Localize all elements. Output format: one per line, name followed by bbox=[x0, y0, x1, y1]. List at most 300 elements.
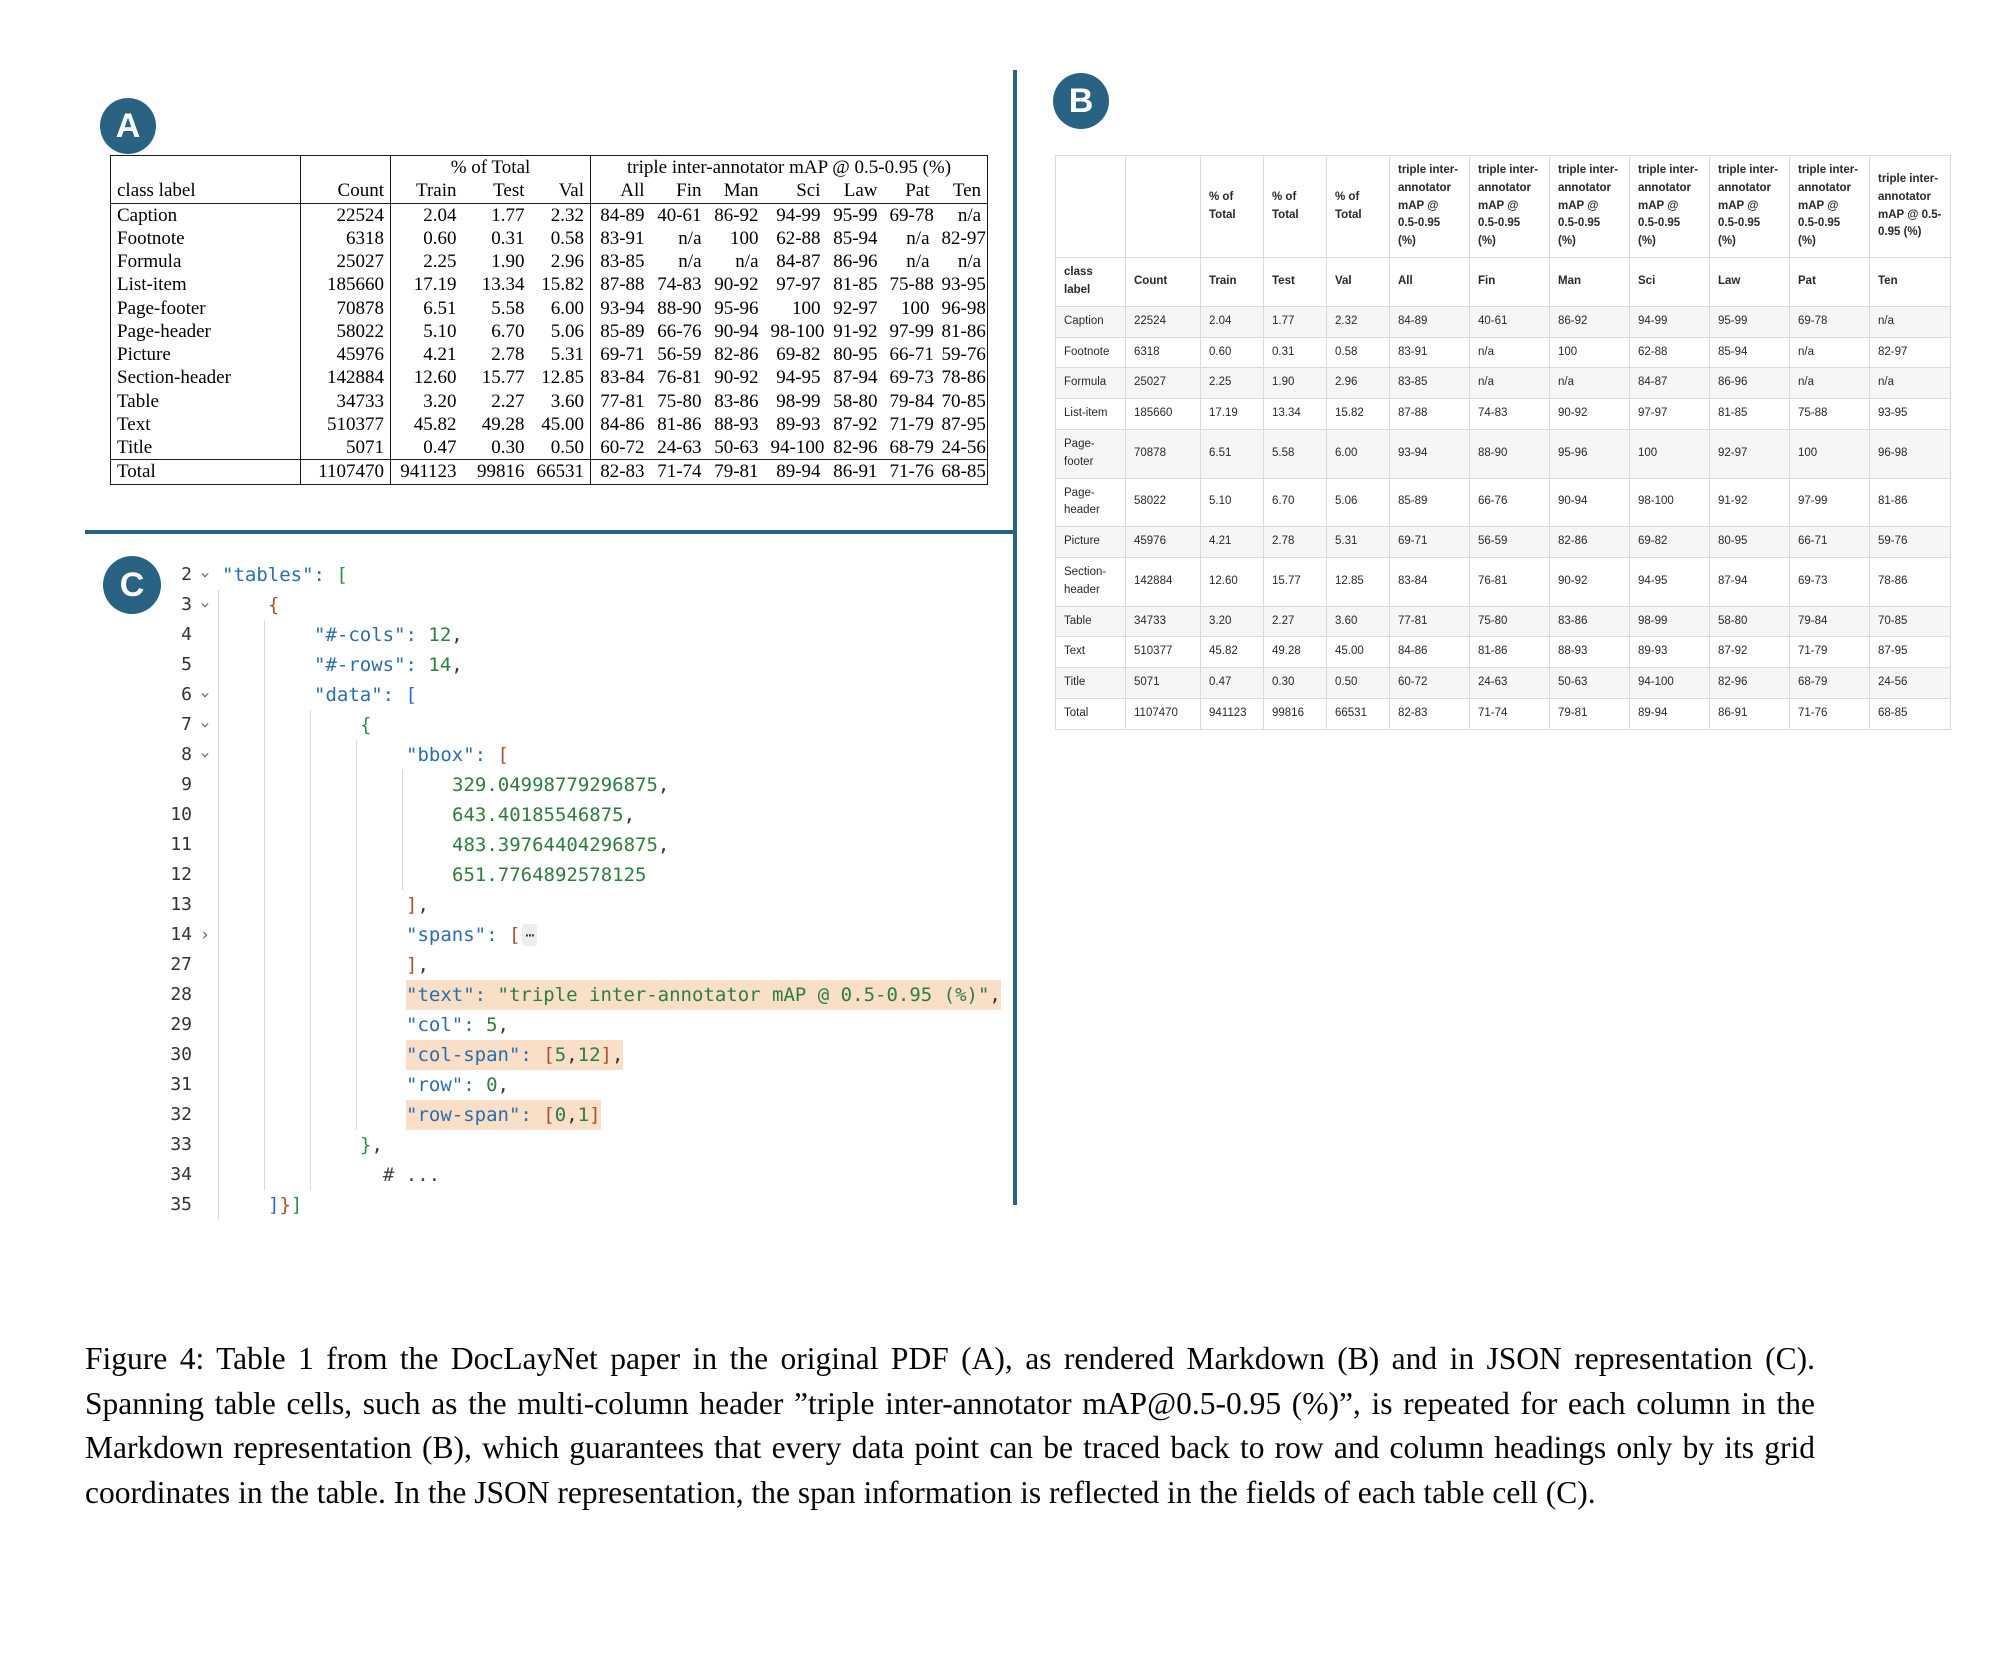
table-row bbox=[111, 203, 988, 227]
code-token: ] bbox=[290, 1194, 303, 1216]
table-cell: 82-96 bbox=[1710, 668, 1790, 699]
table-cell: 87-95 bbox=[1870, 637, 1951, 668]
code-line-content bbox=[452, 800, 635, 830]
table-cell: 24-56 bbox=[941, 437, 986, 459]
table-cell: 6.70 bbox=[491, 320, 525, 342]
column-header: Ten bbox=[1870, 258, 1951, 307]
table-cell: 5.10 bbox=[1201, 478, 1264, 527]
table-b-header-row-1 bbox=[1056, 156, 1951, 258]
table-cell: 71-79 bbox=[889, 413, 934, 435]
table-cell: 24-56 bbox=[1870, 668, 1951, 699]
table-cell: 1.90 bbox=[1264, 368, 1327, 399]
table-cell: 93-95 bbox=[1870, 399, 1951, 430]
column-group-header: % of Total bbox=[391, 156, 591, 180]
column-group-header bbox=[301, 156, 391, 180]
code-token: , bbox=[989, 980, 1000, 1010]
table-cell: 75-88 bbox=[1790, 399, 1870, 430]
code-token: 483.39764404296875 bbox=[452, 834, 658, 856]
table-cell: 68-79 bbox=[889, 437, 934, 459]
code-line bbox=[140, 560, 1020, 590]
column-header bbox=[1126, 156, 1201, 258]
indent-guide bbox=[310, 830, 356, 860]
table-cell: 60-72 bbox=[600, 437, 645, 459]
table-cell: 92-97 bbox=[1710, 429, 1790, 478]
column-header: triple inter-annotator mAP @ 0.5-0.95 (%) bbox=[1790, 156, 1870, 258]
table-cell: 69-78 bbox=[1790, 306, 1870, 337]
indent-guide bbox=[218, 650, 264, 680]
table-cell: 95-96 bbox=[714, 297, 759, 319]
code-token: [ bbox=[543, 1040, 554, 1070]
indent-guide bbox=[264, 830, 310, 860]
table-cell: 17.19 bbox=[413, 274, 457, 296]
line-number: 30 bbox=[170, 1044, 192, 1065]
indent-guide bbox=[310, 800, 356, 830]
code-line-content bbox=[360, 1130, 383, 1160]
fold-gutter bbox=[192, 650, 218, 680]
table-cell: Footnote bbox=[111, 227, 301, 250]
indent-guide bbox=[218, 950, 264, 980]
table-cell: Total bbox=[111, 460, 301, 484]
table-cell: 93-94 bbox=[1390, 429, 1470, 478]
table-cell: 12.60 bbox=[1201, 558, 1264, 607]
column-header: Law bbox=[827, 179, 884, 203]
fold-expanded-chevron-icon[interactable]: › bbox=[195, 689, 215, 701]
table-cell: 3.60 bbox=[531, 390, 591, 413]
indent-guide bbox=[356, 740, 402, 770]
table-cell: 79-84 bbox=[889, 390, 934, 412]
column-header: triple inter-annotator mAP @ 0.5-0.95 (%) bbox=[1470, 156, 1550, 258]
code-token: { bbox=[360, 714, 372, 736]
column-group-header: triple inter-annotator mAP @ 0.5-0.95 (%) bbox=[627, 157, 952, 178]
table-cell: n/a bbox=[906, 227, 930, 249]
code-line-content bbox=[222, 560, 348, 590]
table-row bbox=[1056, 478, 1951, 527]
table-cell: n/a bbox=[678, 227, 702, 249]
table-cell: List-item bbox=[1056, 399, 1126, 430]
code-line-content bbox=[452, 830, 669, 860]
indent-guide bbox=[310, 950, 356, 980]
indent-guide bbox=[310, 860, 356, 890]
table-cell: 74-83 bbox=[657, 274, 702, 296]
table-cell: 88-93 bbox=[1550, 637, 1630, 668]
table-cell: 12.85 bbox=[531, 366, 591, 389]
code-token: 1 bbox=[578, 1100, 589, 1130]
indent-guide bbox=[310, 920, 356, 950]
table-cell: 74-83 bbox=[1470, 399, 1550, 430]
table-cell: 87-88 bbox=[1390, 399, 1470, 430]
indent-guide bbox=[356, 1100, 402, 1130]
indent-guide bbox=[218, 770, 264, 800]
column-header: triple inter-annotator mAP @ 0.5-0.95 (%) bbox=[1710, 156, 1790, 258]
table-cell: 49.28 bbox=[481, 413, 525, 435]
code-token: , bbox=[657, 834, 670, 856]
code-token: "#-cols": bbox=[314, 624, 429, 646]
code-token: "text": bbox=[406, 980, 498, 1010]
table-cell: 6.00 bbox=[1327, 429, 1390, 478]
table-cell: 6318 bbox=[301, 227, 391, 250]
indent-guide bbox=[218, 920, 264, 950]
table-cell: Title bbox=[1056, 668, 1126, 699]
code-line bbox=[140, 800, 1020, 830]
table-cell: 87-95 bbox=[941, 413, 986, 435]
column-header bbox=[1056, 156, 1126, 258]
table-cell: 941123 bbox=[1201, 699, 1264, 730]
column-group-header bbox=[111, 156, 301, 180]
table-row bbox=[111, 366, 988, 389]
table-cell: 15.77 bbox=[481, 367, 525, 389]
code-line-content bbox=[406, 740, 509, 770]
table-cell: 90-92 bbox=[1550, 558, 1630, 607]
table-cell: 82-97 bbox=[941, 227, 986, 249]
table-cell: 85-89 bbox=[600, 320, 645, 342]
table-cell: Page-footer bbox=[1056, 429, 1126, 478]
table-cell: 93-95 bbox=[941, 274, 986, 296]
table-cell: 2.96 bbox=[1327, 368, 1390, 399]
table-cell: 100 bbox=[1790, 429, 1870, 478]
table-cell: Page-header bbox=[111, 320, 301, 343]
fold-gutter bbox=[192, 1160, 218, 1190]
code-token: 5 bbox=[486, 1014, 498, 1036]
column-header: Sci bbox=[1630, 258, 1710, 307]
code-token: , bbox=[657, 774, 670, 796]
column-header: Count bbox=[301, 179, 391, 203]
table-cell: 5.10 bbox=[423, 320, 457, 342]
table-cell: 34733 bbox=[1126, 606, 1201, 637]
markdown-table bbox=[1055, 155, 1951, 730]
table-cell: 88-93 bbox=[714, 413, 759, 435]
code-token: 12 bbox=[428, 624, 452, 646]
table-cell: 0.58 bbox=[1327, 337, 1390, 368]
table-cell: 70-85 bbox=[1870, 606, 1951, 637]
table-cell: 86-92 bbox=[1550, 306, 1630, 337]
table-cell: 81-85 bbox=[1710, 399, 1790, 430]
code-token: , bbox=[417, 954, 429, 976]
table-cell: 77-81 bbox=[1390, 606, 1470, 637]
line-number: 2 bbox=[181, 564, 192, 585]
fold-gutter bbox=[192, 1010, 218, 1040]
code-line bbox=[140, 620, 1020, 650]
table-cell: 100 bbox=[1550, 337, 1630, 368]
indent-guide bbox=[356, 770, 402, 800]
table-cell: 84-89 bbox=[1390, 306, 1470, 337]
code-token: , bbox=[417, 894, 429, 916]
line-number: 4 bbox=[181, 624, 192, 645]
table-cell: 0.60 bbox=[1201, 337, 1264, 368]
table-cell: 88-90 bbox=[657, 297, 702, 319]
table-cell: 99816 bbox=[463, 460, 531, 484]
table-row bbox=[1056, 399, 1951, 430]
fold-gutter bbox=[192, 620, 218, 650]
table-cell: 70-85 bbox=[941, 390, 986, 412]
line-number: 34 bbox=[170, 1164, 192, 1185]
indent-guide bbox=[218, 1130, 264, 1160]
table-cell: 83-84 bbox=[1390, 558, 1470, 607]
code-line bbox=[140, 1160, 1020, 1190]
code-token: ] bbox=[268, 1194, 280, 1216]
table-row bbox=[1056, 527, 1951, 558]
code-line bbox=[140, 1070, 1020, 1100]
indent-guide bbox=[356, 1070, 402, 1100]
table-cell: 2.32 bbox=[531, 203, 591, 227]
column-header: triple inter-annotator mAP @ 0.5-0.95 (%) bbox=[1870, 156, 1951, 258]
line-number: 7 bbox=[181, 714, 192, 735]
column-header: Man bbox=[708, 179, 765, 203]
table-cell: 78-86 bbox=[941, 367, 986, 389]
table-cell: 81-85 bbox=[833, 274, 878, 296]
code-line-content bbox=[314, 680, 417, 710]
table-cell: 13.34 bbox=[1264, 399, 1327, 430]
table-cell: 91-92 bbox=[1710, 478, 1790, 527]
indent-guide bbox=[310, 1100, 356, 1130]
code-line bbox=[140, 1100, 1020, 1130]
table-cell: 70878 bbox=[1126, 429, 1201, 478]
code-line-content bbox=[452, 860, 646, 890]
table-cell: 5071 bbox=[1126, 668, 1201, 699]
table-cell: 22524 bbox=[1126, 306, 1201, 337]
table-cell: 87-88 bbox=[600, 274, 645, 296]
table-cell: 86-91 bbox=[1710, 699, 1790, 730]
code-line-content bbox=[406, 980, 1001, 1010]
line-number: 33 bbox=[170, 1134, 192, 1155]
code-token: # ... bbox=[360, 1164, 441, 1186]
table-row bbox=[111, 273, 988, 296]
table-cell: 59-76 bbox=[1870, 527, 1951, 558]
fold-gutter bbox=[192, 1130, 218, 1160]
table-cell: 97-99 bbox=[889, 320, 934, 342]
column-header: Ten bbox=[936, 179, 988, 203]
table-cell: 90-94 bbox=[1550, 478, 1630, 527]
table-cell: 100 bbox=[901, 297, 930, 319]
table-cell: 98-99 bbox=[776, 390, 821, 412]
table-cell: 83-86 bbox=[714, 390, 759, 412]
table-cell: 58022 bbox=[1126, 478, 1201, 527]
line-number: 28 bbox=[170, 984, 192, 1005]
table-cell: 45.00 bbox=[531, 413, 591, 436]
table-cell: 50-63 bbox=[1550, 668, 1630, 699]
table-row bbox=[111, 390, 988, 413]
table-cell: 90-92 bbox=[714, 274, 759, 296]
table-cell: n/a bbox=[1790, 337, 1870, 368]
indent-guide bbox=[218, 1040, 264, 1070]
code-token: 12 bbox=[578, 1040, 601, 1070]
fold-gutter bbox=[192, 950, 218, 980]
table-cell: n/a bbox=[1870, 306, 1951, 337]
table-cell: 71-74 bbox=[651, 460, 708, 484]
code-line bbox=[140, 1010, 1020, 1040]
table-cell: 94-99 bbox=[776, 204, 821, 226]
code-token: "triple inter-annotator mAP @ 0.5-0.95 (%)" bbox=[498, 980, 990, 1010]
table-cell: 510377 bbox=[1126, 637, 1201, 668]
table-cell: 82-86 bbox=[714, 344, 759, 366]
column-header: % of Total bbox=[1327, 156, 1390, 258]
table-cell: 58-80 bbox=[833, 390, 878, 412]
column-header: All bbox=[591, 179, 651, 203]
code-token: , bbox=[451, 624, 463, 646]
indent-guide bbox=[402, 830, 448, 860]
table-cell: 66-71 bbox=[889, 344, 934, 366]
column-header: % of Total bbox=[1201, 156, 1264, 258]
table-cell: 96-98 bbox=[941, 297, 986, 319]
code-token: } bbox=[279, 1194, 291, 1216]
table-cell: 6.70 bbox=[1264, 478, 1327, 527]
fold-gutter bbox=[192, 800, 218, 830]
table-cell: 66-76 bbox=[657, 320, 702, 342]
fold-collapsed-chevron-icon[interactable]: › bbox=[199, 925, 211, 945]
table-cell: 83-91 bbox=[600, 227, 645, 249]
table-cell: n/a bbox=[1870, 368, 1951, 399]
code-line bbox=[140, 680, 1020, 710]
line-number: 29 bbox=[170, 1014, 192, 1035]
line-number: 10 bbox=[170, 804, 192, 825]
table-cell: 6.00 bbox=[531, 297, 591, 320]
table-cell: 97-97 bbox=[1630, 399, 1710, 430]
table-cell: 82-86 bbox=[1550, 527, 1630, 558]
table-cell: 25027 bbox=[1126, 368, 1201, 399]
code-line bbox=[140, 650, 1020, 680]
indent-guide bbox=[402, 800, 448, 830]
indent-guide bbox=[218, 980, 264, 1010]
line-number: 31 bbox=[170, 1074, 192, 1095]
column-header: All bbox=[1390, 258, 1470, 307]
table-row bbox=[1056, 306, 1951, 337]
fold-gutter bbox=[192, 770, 218, 800]
table-cell: 98-100 bbox=[1630, 478, 1710, 527]
panel-b-badge: B bbox=[1053, 73, 1109, 129]
table-cell: 76-81 bbox=[1470, 558, 1550, 607]
indent-guide bbox=[218, 800, 264, 830]
code-line bbox=[140, 950, 1020, 980]
table-cell: 87-94 bbox=[1710, 558, 1790, 607]
table-cell: Picture bbox=[1056, 527, 1126, 558]
code-line-content bbox=[406, 1040, 623, 1070]
fold-expanded-chevron-icon[interactable]: › bbox=[195, 719, 215, 731]
table-cell: 69-73 bbox=[1790, 558, 1870, 607]
table-cell: Text bbox=[111, 413, 301, 436]
table-cell: 0.31 bbox=[491, 227, 525, 249]
table-cell: 0.50 bbox=[1327, 668, 1390, 699]
table-cell: 80-95 bbox=[1710, 527, 1790, 558]
code-line-content bbox=[314, 620, 463, 650]
code-token: "spans": bbox=[406, 924, 509, 946]
table-cell: Page-header bbox=[1056, 478, 1126, 527]
indent-guide bbox=[218, 830, 264, 860]
indent-guide bbox=[218, 680, 264, 710]
table-cell: 66-76 bbox=[1470, 478, 1550, 527]
table-cell: 89-94 bbox=[1630, 699, 1710, 730]
table-cell: 50-63 bbox=[714, 437, 759, 459]
code-line bbox=[140, 710, 1020, 740]
table-cell: 94-95 bbox=[1630, 558, 1710, 607]
panel-c-badge: C bbox=[103, 556, 161, 614]
indent-guide bbox=[264, 950, 310, 980]
table-cell: 0.50 bbox=[531, 436, 591, 460]
table-cell: 89-93 bbox=[776, 413, 821, 435]
indent-guide bbox=[218, 620, 264, 650]
indent-guide bbox=[264, 980, 310, 1010]
indent-guide bbox=[264, 680, 310, 710]
indent-guide bbox=[356, 980, 402, 1010]
table-cell: 62-88 bbox=[1630, 337, 1710, 368]
code-line bbox=[140, 890, 1020, 920]
table-cell: 1.77 bbox=[491, 204, 525, 226]
indent-guide bbox=[264, 1010, 310, 1040]
column-header: triple inter-annotator mAP @ 0.5-0.95 (%) bbox=[1390, 156, 1470, 258]
code-line-content bbox=[406, 950, 429, 980]
line-number: 14 bbox=[170, 924, 192, 945]
table-cell: 24-63 bbox=[1470, 668, 1550, 699]
table-cell: 83-86 bbox=[1550, 606, 1630, 637]
code-token: , bbox=[623, 804, 636, 826]
table-cell: 82-96 bbox=[833, 437, 878, 459]
indent-guide bbox=[310, 890, 356, 920]
table-cell: 87-92 bbox=[833, 413, 878, 435]
code-token: [ bbox=[405, 684, 417, 706]
code-token: , bbox=[451, 654, 463, 676]
fold-gutter bbox=[192, 860, 218, 890]
table-cell: 59-76 bbox=[941, 344, 986, 366]
code-token: , bbox=[497, 1014, 509, 1036]
table-cell: 84-87 bbox=[1630, 368, 1710, 399]
table-cell: 68-79 bbox=[1790, 668, 1870, 699]
indent-guide bbox=[218, 710, 264, 740]
indent-guide bbox=[218, 1160, 264, 1190]
fold-expanded-chevron-icon[interactable]: › bbox=[195, 599, 215, 611]
fold-gutter bbox=[192, 890, 218, 920]
line-number: 11 bbox=[170, 834, 192, 855]
fold-expanded-chevron-icon[interactable]: › bbox=[195, 569, 215, 581]
fold-gutter bbox=[192, 830, 218, 860]
indent-guide bbox=[218, 860, 264, 890]
table-row bbox=[111, 320, 988, 343]
code-token: , bbox=[566, 1100, 577, 1130]
column-header: Fin bbox=[651, 179, 708, 203]
table-cell: 79-81 bbox=[1550, 699, 1630, 730]
table-cell: 45.00 bbox=[1327, 637, 1390, 668]
table-cell: Formula bbox=[1056, 368, 1126, 399]
indent-guide bbox=[218, 1070, 264, 1100]
table-cell: 81-86 bbox=[1870, 478, 1951, 527]
fold-gutter bbox=[192, 1190, 218, 1220]
table-cell: Caption bbox=[111, 203, 301, 227]
table-cell: 185660 bbox=[301, 273, 391, 296]
code-token: "row-span": bbox=[406, 1100, 543, 1130]
code-line bbox=[140, 770, 1020, 800]
table-cell: 84-89 bbox=[600, 204, 645, 226]
column-header: Man bbox=[1550, 258, 1630, 307]
column-header: Fin bbox=[1470, 258, 1550, 307]
code-line-content bbox=[314, 650, 463, 680]
table-cell: 6.51 bbox=[423, 297, 457, 319]
table-cell: Section-header bbox=[111, 366, 301, 389]
table-cell: 15.82 bbox=[531, 273, 591, 296]
column-header: Sci bbox=[765, 179, 827, 203]
table-cell: Title bbox=[111, 436, 301, 460]
fold-expanded-chevron-icon[interactable]: › bbox=[195, 749, 215, 761]
indent-guide bbox=[264, 620, 310, 650]
table-cell: 25027 bbox=[301, 250, 391, 273]
table-cell: 2.27 bbox=[1264, 606, 1327, 637]
table-cell: 75-88 bbox=[889, 274, 934, 296]
fold-gutter bbox=[192, 1040, 218, 1070]
indent-guide bbox=[356, 950, 402, 980]
table-cell: 97-99 bbox=[1790, 478, 1870, 527]
table-cell: 68-85 bbox=[936, 460, 988, 484]
fold-gutter bbox=[192, 1070, 218, 1100]
column-header: class label bbox=[111, 179, 301, 203]
table-cell: 98-99 bbox=[1630, 606, 1710, 637]
table-cell: 0.47 bbox=[1201, 668, 1264, 699]
indent-guide bbox=[356, 800, 402, 830]
